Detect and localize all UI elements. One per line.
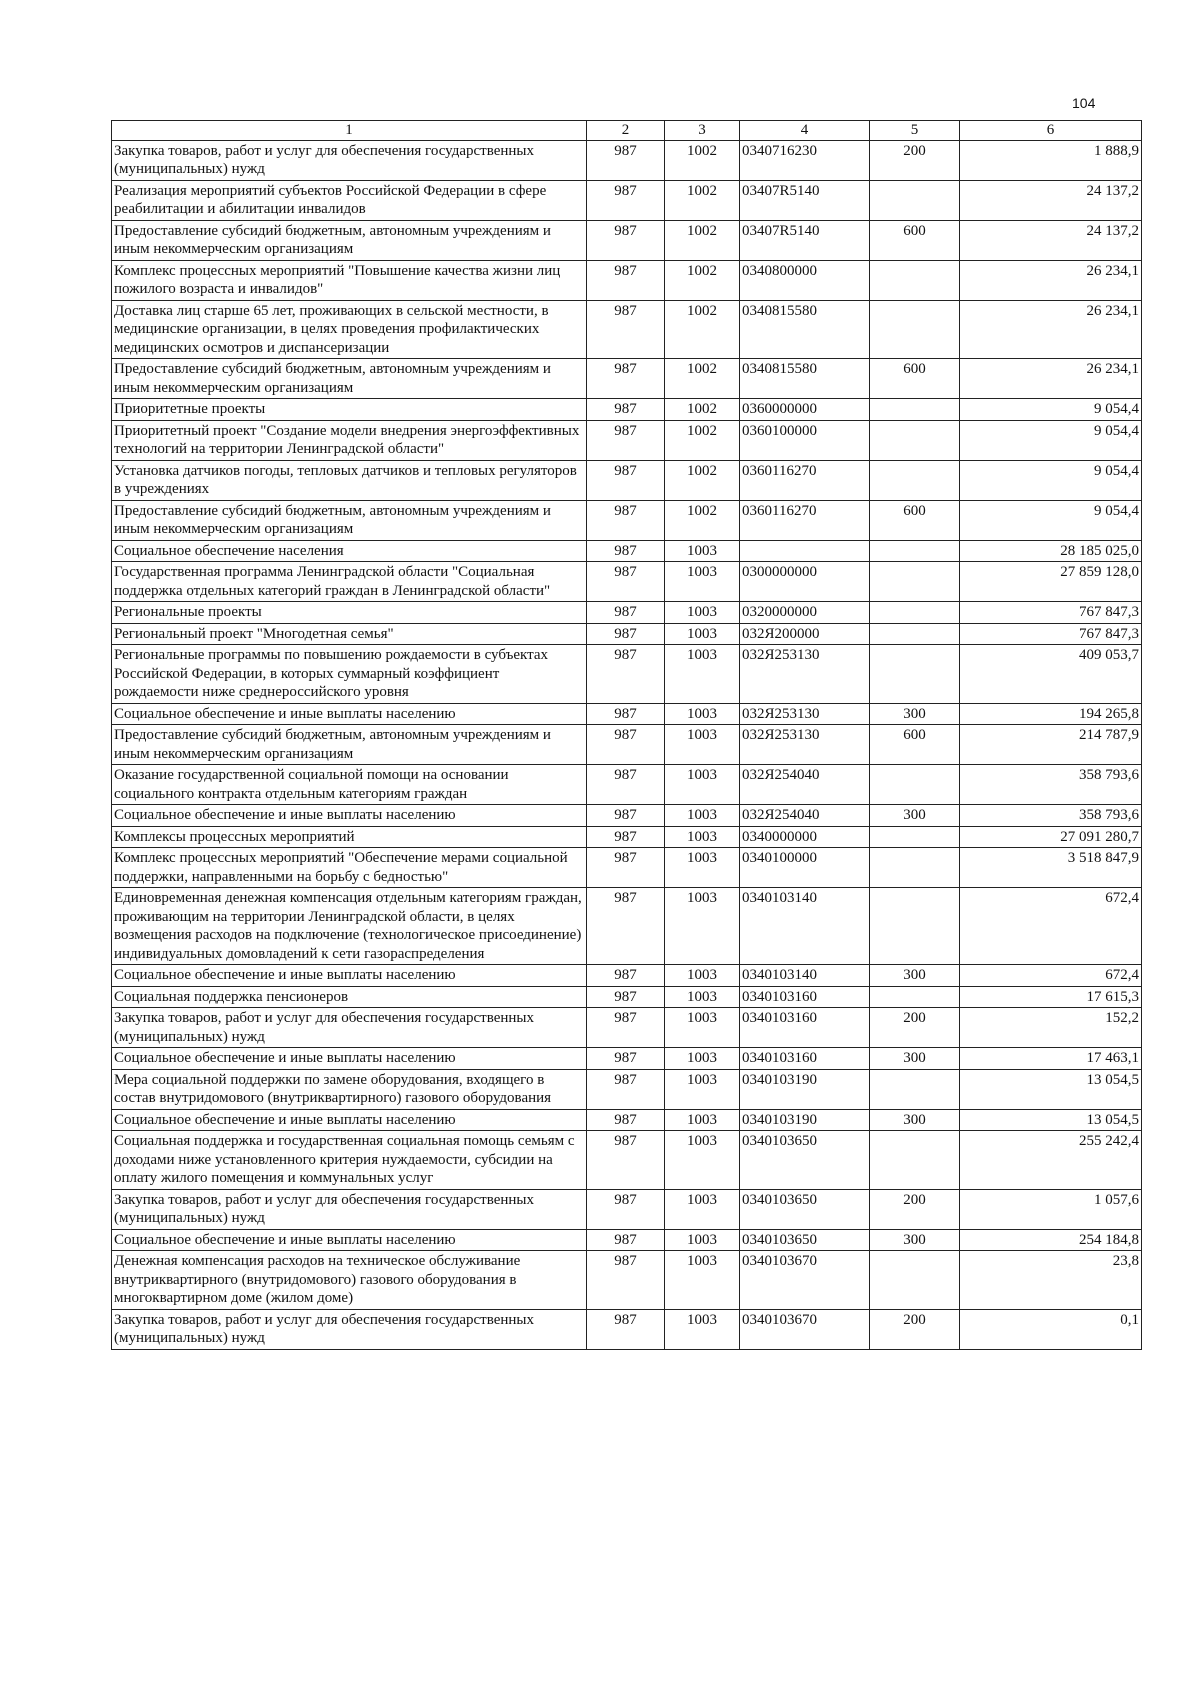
- row-name-cell: Приоритетный проект "Создание модели внедрения энергоэффективных технологий на территории Ленинградской области": [112, 420, 587, 460]
- row-name-cell: Закупка товаров, работ и услуг для обеспечения государственных (муниципальных) нужд: [112, 1189, 587, 1229]
- row-expense-type-cell: [870, 562, 960, 602]
- row-amount-cell: 254 184,8: [960, 1229, 1142, 1251]
- row-name-cell: Закупка товаров, работ и услуг для обеспечения государственных (муниципальных) нужд: [112, 1008, 587, 1048]
- row-target-code-cell: 0360000000: [740, 399, 870, 421]
- row-target-code-cell: 0340103670: [740, 1309, 870, 1349]
- row-target-code-cell: 0340103650: [740, 1131, 870, 1190]
- row-target-code-cell: 0340103160: [740, 1008, 870, 1048]
- table-row: [112, 399, 1142, 421]
- row-name-cell: Социальное обеспечение и иные выплаты населению: [112, 805, 587, 827]
- row-section-code-cell: 1002: [665, 359, 740, 399]
- table-row: [112, 888, 1142, 965]
- row-section-code-cell: 1003: [665, 623, 740, 645]
- row-section-code-cell: 1003: [665, 1048, 740, 1070]
- row-expense-type-cell: 200: [870, 1008, 960, 1048]
- row-expense-type-cell: 200: [870, 1309, 960, 1349]
- row-amount-cell: 0,1: [960, 1309, 1142, 1349]
- row-amount-cell: 24 137,2: [960, 220, 1142, 260]
- row-admin-code-cell: 987: [587, 645, 665, 704]
- row-name-cell: Государственная программа Ленинградской области "Социальная поддержка отдельных категорий граждан в Ленинградской области": [112, 562, 587, 602]
- row-amount-cell: 27 091 280,7: [960, 826, 1142, 848]
- row-name-cell: Единовременная денежная компенсация отдельным категориям граждан, проживающим на территории Ленинградской области, в целях возмещения расходов на подключение (технологическое присоединение) индивидуальных домовладений к сети газораспределения: [112, 888, 587, 965]
- page-number: 104: [1072, 95, 1096, 111]
- row-expense-type-cell: 300: [870, 805, 960, 827]
- row-expense-type-cell: [870, 765, 960, 805]
- row-target-code-cell: [740, 540, 870, 562]
- row-amount-cell: 13 054,5: [960, 1109, 1142, 1131]
- table-row: [112, 1069, 1142, 1109]
- row-name-cell: Доставка лиц старше 65 лет, проживающих в сельской местности, в медицинские организации, в целях проведения профилактических медицинских осмотров и диспансеризации: [112, 300, 587, 359]
- table-row: [112, 986, 1142, 1008]
- row-admin-code-cell: 987: [587, 1069, 665, 1109]
- row-name-cell: Региональные программы по повышению рождаемости в субъектах Российской Федерации, в которых суммарный коэффициент рождаемости ниже среднероссийского уровня: [112, 645, 587, 704]
- row-section-code-cell: 1003: [665, 765, 740, 805]
- row-amount-cell: 358 793,6: [960, 765, 1142, 805]
- row-expense-type-cell: [870, 602, 960, 624]
- row-admin-code-cell: 987: [587, 399, 665, 421]
- row-expense-type-cell: [870, 645, 960, 704]
- row-amount-cell: 409 053,7: [960, 645, 1142, 704]
- row-expense-type-cell: 300: [870, 1229, 960, 1251]
- row-target-code-cell: 0300000000: [740, 562, 870, 602]
- header-row: [112, 121, 1142, 141]
- row-amount-cell: 194 265,8: [960, 703, 1142, 725]
- row-target-code-cell: 0340815580: [740, 359, 870, 399]
- row-admin-code-cell: 987: [587, 540, 665, 562]
- row-name-cell: Приоритетные проекты: [112, 399, 587, 421]
- row-amount-cell: 9 054,4: [960, 420, 1142, 460]
- row-section-code-cell: 1003: [665, 703, 740, 725]
- row-section-code-cell: 1002: [665, 460, 740, 500]
- row-target-code-cell: 0360116270: [740, 460, 870, 500]
- row-target-code-cell: 0340103650: [740, 1189, 870, 1229]
- row-expense-type-cell: [870, 540, 960, 562]
- table-row: [112, 826, 1142, 848]
- row-expense-type-cell: [870, 1069, 960, 1109]
- table-row: [112, 725, 1142, 765]
- row-section-code-cell: 1003: [665, 1309, 740, 1349]
- row-target-code-cell: 0340103670: [740, 1251, 870, 1310]
- row-target-code-cell: 032Я200000: [740, 623, 870, 645]
- row-name-cell: Социальное обеспечение и иные выплаты населению: [112, 703, 587, 725]
- row-expense-type-cell: [870, 420, 960, 460]
- row-expense-type-cell: 300: [870, 965, 960, 987]
- row-name-cell: Комплекс процессных мероприятий "Обеспечение мерами социальной поддержки, направленными на борьбу с бедностью": [112, 848, 587, 888]
- row-section-code-cell: 1003: [665, 645, 740, 704]
- row-amount-cell: 24 137,2: [960, 180, 1142, 220]
- row-expense-type-cell: [870, 826, 960, 848]
- row-section-code-cell: 1002: [665, 140, 740, 180]
- row-admin-code-cell: 987: [587, 500, 665, 540]
- row-admin-code-cell: 987: [587, 765, 665, 805]
- row-admin-code-cell: 987: [587, 1131, 665, 1190]
- row-name-cell: Предоставление субсидий бюджетным, автономным учреждениям и иным некоммерческим организациям: [112, 500, 587, 540]
- table-row: [112, 562, 1142, 602]
- row-target-code-cell: 0340716230: [740, 140, 870, 180]
- row-name-cell: Предоставление субсидий бюджетным, автономным учреждениям и иным некоммерческим организациям: [112, 359, 587, 399]
- table-row: [112, 703, 1142, 725]
- row-name-cell: Региональный проект "Многодетная семья": [112, 623, 587, 645]
- row-name-cell: Региональные проекты: [112, 602, 587, 624]
- row-target-code-cell: 032Я253130: [740, 725, 870, 765]
- row-target-code-cell: 032Я254040: [740, 765, 870, 805]
- row-amount-cell: 767 847,3: [960, 623, 1142, 645]
- row-section-code-cell: 1002: [665, 420, 740, 460]
- table-row: [112, 1109, 1142, 1131]
- row-amount-cell: 17 463,1: [960, 1048, 1142, 1070]
- row-section-code-cell: 1002: [665, 300, 740, 359]
- row-name-cell: Социальная поддержка и государственная социальная помощь семьям с доходами ниже установленного критерия нуждаемости, субсидии на оплату жилого помещения и коммунальных услуг: [112, 1131, 587, 1190]
- row-expense-type-cell: 600: [870, 220, 960, 260]
- row-admin-code-cell: 987: [587, 602, 665, 624]
- table-row: [112, 460, 1142, 500]
- row-admin-code-cell: 987: [587, 140, 665, 180]
- row-name-cell: Социальное обеспечение и иные выплаты населению: [112, 1048, 587, 1070]
- row-target-code-cell: 0340103650: [740, 1229, 870, 1251]
- row-expense-type-cell: [870, 623, 960, 645]
- row-name-cell: Социальное обеспечение и иные выплаты населению: [112, 1109, 587, 1131]
- row-amount-cell: 26 234,1: [960, 359, 1142, 399]
- row-name-cell: Социальное обеспечение населения: [112, 540, 587, 562]
- row-name-cell: Комплекс процессных мероприятий "Повышение качества жизни лиц пожилого возраста и инвалидов": [112, 260, 587, 300]
- row-name-cell: Комплексы процессных мероприятий: [112, 826, 587, 848]
- row-amount-cell: 17 615,3: [960, 986, 1142, 1008]
- row-name-cell: Реализация мероприятий субъектов Российской Федерации в сфере реабилитации и абилитации инвалидов: [112, 180, 587, 220]
- row-section-code-cell: 1002: [665, 220, 740, 260]
- row-expense-type-cell: [870, 1251, 960, 1310]
- row-name-cell: Социальное обеспечение и иные выплаты населению: [112, 1229, 587, 1251]
- row-name-cell: Оказание государственной социальной помощи на основании социального контракта отдельным категориям граждан: [112, 765, 587, 805]
- table-row: [112, 500, 1142, 540]
- row-target-code-cell: 0340103140: [740, 965, 870, 987]
- table-row: [112, 1229, 1142, 1251]
- row-section-code-cell: 1003: [665, 848, 740, 888]
- row-admin-code-cell: 987: [587, 826, 665, 848]
- column-header-1: 1: [112, 121, 587, 141]
- row-section-code-cell: 1003: [665, 805, 740, 827]
- row-target-code-cell: 032Я253130: [740, 645, 870, 704]
- row-amount-cell: 672,4: [960, 888, 1142, 965]
- row-section-code-cell: 1003: [665, 1251, 740, 1310]
- row-amount-cell: 1 057,6: [960, 1189, 1142, 1229]
- row-name-cell: Закупка товаров, работ и услуг для обеспечения государственных (муниципальных) нужд: [112, 140, 587, 180]
- row-admin-code-cell: 987: [587, 180, 665, 220]
- row-target-code-cell: 0340103190: [740, 1109, 870, 1131]
- table-row: [112, 540, 1142, 562]
- row-admin-code-cell: 987: [587, 703, 665, 725]
- table-row: [112, 1309, 1142, 1349]
- row-name-cell: Денежная компенсация расходов на техническое обслуживание внутриквартирного (внутридомового) газового оборудования в многоквартирном доме (жилом доме): [112, 1251, 587, 1310]
- row-target-code-cell: 0340103140: [740, 888, 870, 965]
- row-amount-cell: 9 054,4: [960, 399, 1142, 421]
- row-section-code-cell: 1003: [665, 826, 740, 848]
- column-header-6: 6: [960, 121, 1142, 141]
- budget-table: [111, 120, 1142, 1350]
- table-row: [112, 765, 1142, 805]
- row-target-code-cell: 032Я254040: [740, 805, 870, 827]
- table-row: [112, 180, 1142, 220]
- row-admin-code-cell: 987: [587, 1229, 665, 1251]
- row-admin-code-cell: 987: [587, 888, 665, 965]
- row-target-code-cell: 0340103160: [740, 1048, 870, 1070]
- row-name-cell: Социальное обеспечение и иные выплаты населению: [112, 965, 587, 987]
- row-expense-type-cell: 600: [870, 500, 960, 540]
- row-expense-type-cell: 200: [870, 1189, 960, 1229]
- row-name-cell: Предоставление субсидий бюджетным, автономным учреждениям и иным некоммерческим организациям: [112, 725, 587, 765]
- row-admin-code-cell: 987: [587, 805, 665, 827]
- row-amount-cell: 27 859 128,0: [960, 562, 1142, 602]
- row-admin-code-cell: 987: [587, 300, 665, 359]
- row-target-code-cell: 0340103190: [740, 1069, 870, 1109]
- row-expense-type-cell: [870, 888, 960, 965]
- table-row: [112, 1131, 1142, 1190]
- row-expense-type-cell: 300: [870, 1048, 960, 1070]
- row-admin-code-cell: 987: [587, 848, 665, 888]
- row-admin-code-cell: 987: [587, 220, 665, 260]
- row-target-code-cell: 0340100000: [740, 848, 870, 888]
- row-admin-code-cell: 987: [587, 420, 665, 460]
- row-target-code-cell: 0360100000: [740, 420, 870, 460]
- row-section-code-cell: 1002: [665, 399, 740, 421]
- table-row: [112, 805, 1142, 827]
- row-expense-type-cell: [870, 1131, 960, 1190]
- row-name-cell: Установка датчиков погоды, тепловых датчиков и тепловых регуляторов в учреждениях: [112, 460, 587, 500]
- row-admin-code-cell: 987: [587, 1189, 665, 1229]
- row-amount-cell: 672,4: [960, 965, 1142, 987]
- row-amount-cell: 358 793,6: [960, 805, 1142, 827]
- row-target-code-cell: 0320000000: [740, 602, 870, 624]
- row-expense-type-cell: [870, 300, 960, 359]
- row-target-code-cell: 0360116270: [740, 500, 870, 540]
- row-amount-cell: 255 242,4: [960, 1131, 1142, 1190]
- row-target-code-cell: 0340800000: [740, 260, 870, 300]
- row-amount-cell: 214 787,9: [960, 725, 1142, 765]
- row-section-code-cell: 1002: [665, 500, 740, 540]
- row-admin-code-cell: 987: [587, 460, 665, 500]
- row-amount-cell: 26 234,1: [960, 260, 1142, 300]
- column-header-4: 4: [740, 121, 870, 141]
- row-name-cell: Мера социальной поддержки по замене оборудования, входящего в состав внутридомового (внутриквартирного) газового оборудования: [112, 1069, 587, 1109]
- row-section-code-cell: 1003: [665, 1189, 740, 1229]
- row-target-code-cell: 032Я253130: [740, 703, 870, 725]
- row-section-code-cell: 1003: [665, 562, 740, 602]
- row-section-code-cell: 1003: [665, 1131, 740, 1190]
- row-section-code-cell: 1003: [665, 1109, 740, 1131]
- row-section-code-cell: 1002: [665, 260, 740, 300]
- row-section-code-cell: 1003: [665, 965, 740, 987]
- row-target-code-cell: 0340000000: [740, 826, 870, 848]
- row-admin-code-cell: 987: [587, 1309, 665, 1349]
- row-admin-code-cell: 987: [587, 562, 665, 602]
- row-section-code-cell: 1002: [665, 180, 740, 220]
- row-admin-code-cell: 987: [587, 1048, 665, 1070]
- row-target-code-cell: 0340815580: [740, 300, 870, 359]
- table-row: [112, 1048, 1142, 1070]
- row-target-code-cell: 0340103160: [740, 986, 870, 1008]
- table-row: [112, 623, 1142, 645]
- row-admin-code-cell: 987: [587, 725, 665, 765]
- row-section-code-cell: 1003: [665, 1008, 740, 1048]
- row-admin-code-cell: 987: [587, 986, 665, 1008]
- table-row: [112, 645, 1142, 704]
- table-row: [112, 300, 1142, 359]
- row-admin-code-cell: 987: [587, 623, 665, 645]
- row-section-code-cell: 1003: [665, 888, 740, 965]
- row-expense-type-cell: 600: [870, 725, 960, 765]
- row-target-code-cell: 03407R5140: [740, 180, 870, 220]
- table-row: [112, 965, 1142, 987]
- row-amount-cell: 9 054,4: [960, 500, 1142, 540]
- row-expense-type-cell: 300: [870, 1109, 960, 1131]
- row-section-code-cell: 1003: [665, 1069, 740, 1109]
- row-amount-cell: 3 518 847,9: [960, 848, 1142, 888]
- row-amount-cell: 13 054,5: [960, 1069, 1142, 1109]
- row-section-code-cell: 1003: [665, 725, 740, 765]
- row-expense-type-cell: [870, 399, 960, 421]
- row-name-cell: Закупка товаров, работ и услуг для обеспечения государственных (муниципальных) нужд: [112, 1309, 587, 1349]
- row-amount-cell: 152,2: [960, 1008, 1142, 1048]
- table-row: [112, 140, 1142, 180]
- table-row: [112, 848, 1142, 888]
- table-body: [112, 140, 1142, 1349]
- row-name-cell: Предоставление субсидий бюджетным, автономным учреждениям и иным некоммерческим организациям: [112, 220, 587, 260]
- row-section-code-cell: 1003: [665, 602, 740, 624]
- row-admin-code-cell: 987: [587, 260, 665, 300]
- column-header-5: 5: [870, 121, 960, 141]
- table-row: [112, 1251, 1142, 1310]
- table-row: [112, 420, 1142, 460]
- row-name-cell: Социальная поддержка пенсионеров: [112, 986, 587, 1008]
- row-section-code-cell: 1003: [665, 540, 740, 562]
- table-row: [112, 1189, 1142, 1229]
- table-row: [112, 260, 1142, 300]
- table-row: [112, 1008, 1142, 1048]
- table-row: [112, 602, 1142, 624]
- row-admin-code-cell: 987: [587, 1251, 665, 1310]
- row-amount-cell: 767 847,3: [960, 602, 1142, 624]
- row-amount-cell: 23,8: [960, 1251, 1142, 1310]
- row-section-code-cell: 1003: [665, 1229, 740, 1251]
- row-section-code-cell: 1003: [665, 986, 740, 1008]
- row-expense-type-cell: 600: [870, 359, 960, 399]
- table-row: [112, 220, 1142, 260]
- row-admin-code-cell: 987: [587, 359, 665, 399]
- row-amount-cell: 9 054,4: [960, 460, 1142, 500]
- row-admin-code-cell: 987: [587, 1008, 665, 1048]
- table-row: [112, 359, 1142, 399]
- row-amount-cell: 26 234,1: [960, 300, 1142, 359]
- row-expense-type-cell: [870, 986, 960, 1008]
- row-amount-cell: 1 888,9: [960, 140, 1142, 180]
- row-expense-type-cell: [870, 180, 960, 220]
- column-header-3: 3: [665, 121, 740, 141]
- column-header-2: 2: [587, 121, 665, 141]
- row-expense-type-cell: [870, 460, 960, 500]
- row-expense-type-cell: [870, 260, 960, 300]
- row-expense-type-cell: [870, 848, 960, 888]
- row-target-code-cell: 03407R5140: [740, 220, 870, 260]
- row-admin-code-cell: 987: [587, 965, 665, 987]
- row-expense-type-cell: 200: [870, 140, 960, 180]
- row-amount-cell: 28 185 025,0: [960, 540, 1142, 562]
- row-expense-type-cell: 300: [870, 703, 960, 725]
- row-admin-code-cell: 987: [587, 1109, 665, 1131]
